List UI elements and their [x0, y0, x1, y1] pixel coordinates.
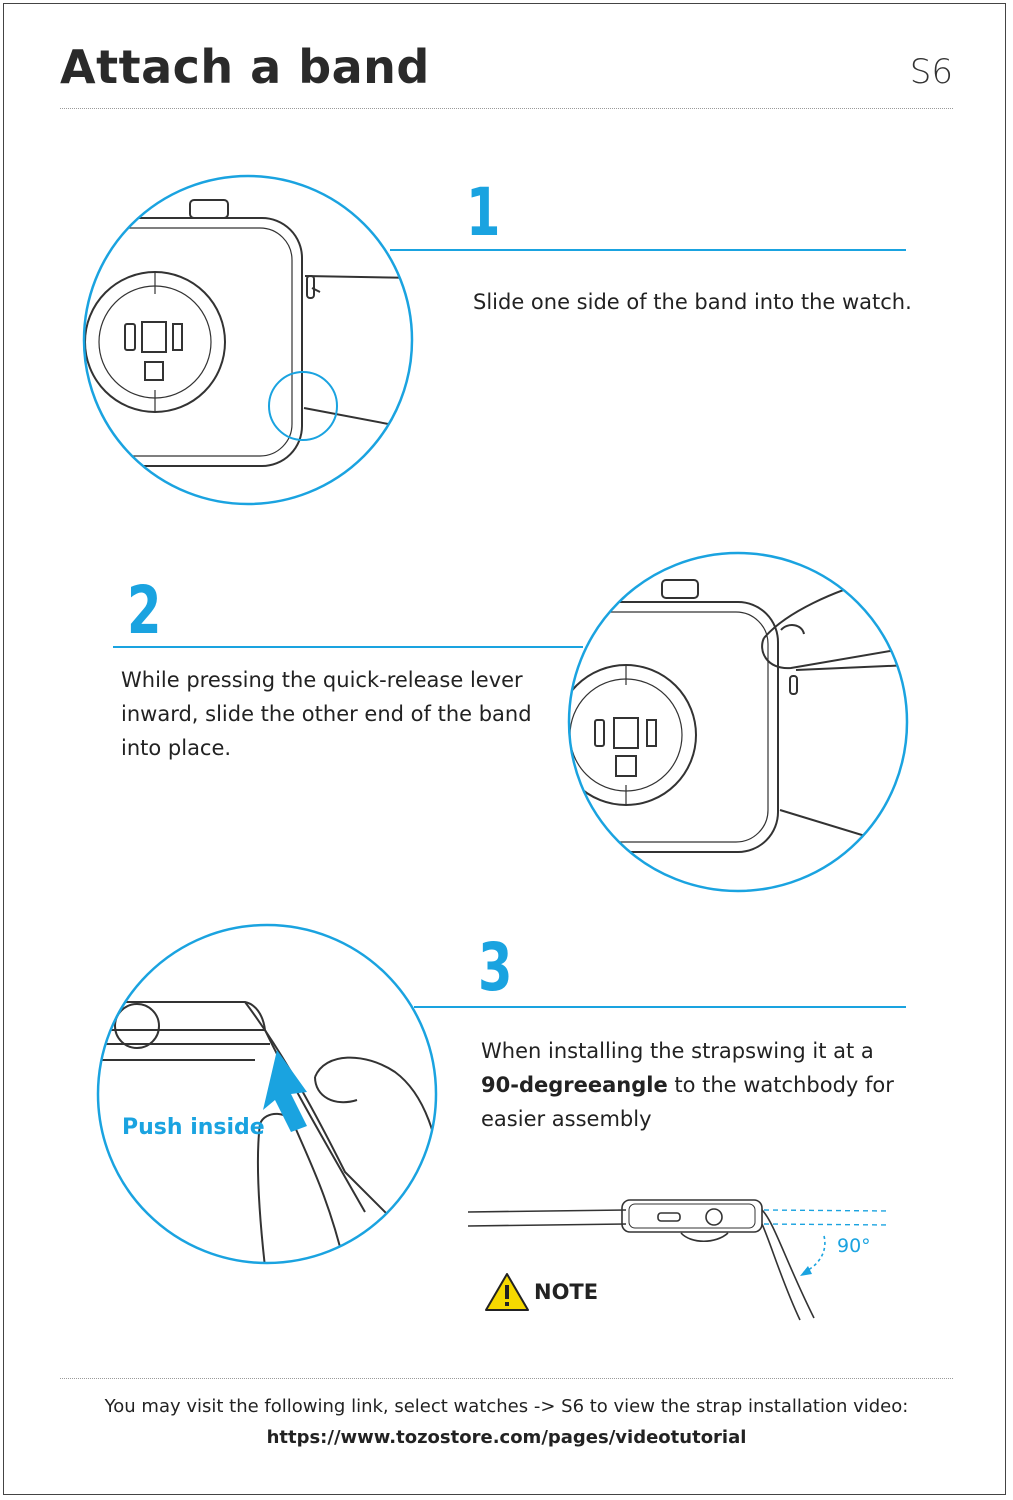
- step3-illustration: [95, 922, 440, 1267]
- step1-illustration: [80, 168, 420, 513]
- header-divider: [60, 108, 953, 109]
- step3-text-line3: easier assembly: [481, 1107, 652, 1131]
- step3-text-line2: [481, 1068, 894, 1102]
- step3-text-line1: When installing the strapswing it at a: [481, 1039, 874, 1063]
- footer-note: You may visit the following link, select watches -> S6 to view the strap installation video:: [104, 1396, 909, 1417]
- step2-text: [121, 663, 532, 765]
- step1-rule: [400, 249, 906, 251]
- step2-text-line: into place.: [121, 736, 232, 760]
- push-arrow-icon: [263, 1050, 307, 1132]
- step3-text-line2-rest: to the watchbody for: [667, 1073, 894, 1097]
- push-inside-label: Push inside: [122, 1115, 265, 1140]
- step1-number: 1: [466, 174, 501, 251]
- page-title: Attach a band: [60, 40, 430, 94]
- footer-divider: [60, 1378, 953, 1379]
- video-tutorial-link[interactable]: https://www.tozostore.com/pages/videotutorial: [266, 1427, 747, 1448]
- note-label: NOTE: [534, 1280, 599, 1304]
- model-label: S6: [909, 52, 953, 92]
- step1-text: Slide one side of the band into the watch.: [473, 290, 912, 314]
- step2-text-line: While pressing the quick-release lever: [121, 668, 523, 692]
- step2-number: 2: [127, 572, 162, 649]
- step3-text: [481, 1034, 894, 1136]
- warning-icon: [484, 1272, 530, 1312]
- angle-label: 90°: [837, 1235, 871, 1257]
- step3-number: 3: [478, 929, 513, 1006]
- angle-arrow-icon: [800, 1236, 825, 1276]
- step2-rule: [113, 646, 583, 648]
- step2-illustration: [566, 550, 911, 895]
- step2-text-line: inward, slide the other end of the band: [121, 702, 532, 726]
- step3-bold-angle: 90-degreeangle: [481, 1073, 668, 1097]
- angle-diagram: [466, 1192, 896, 1327]
- step3-rule: [414, 1006, 906, 1008]
